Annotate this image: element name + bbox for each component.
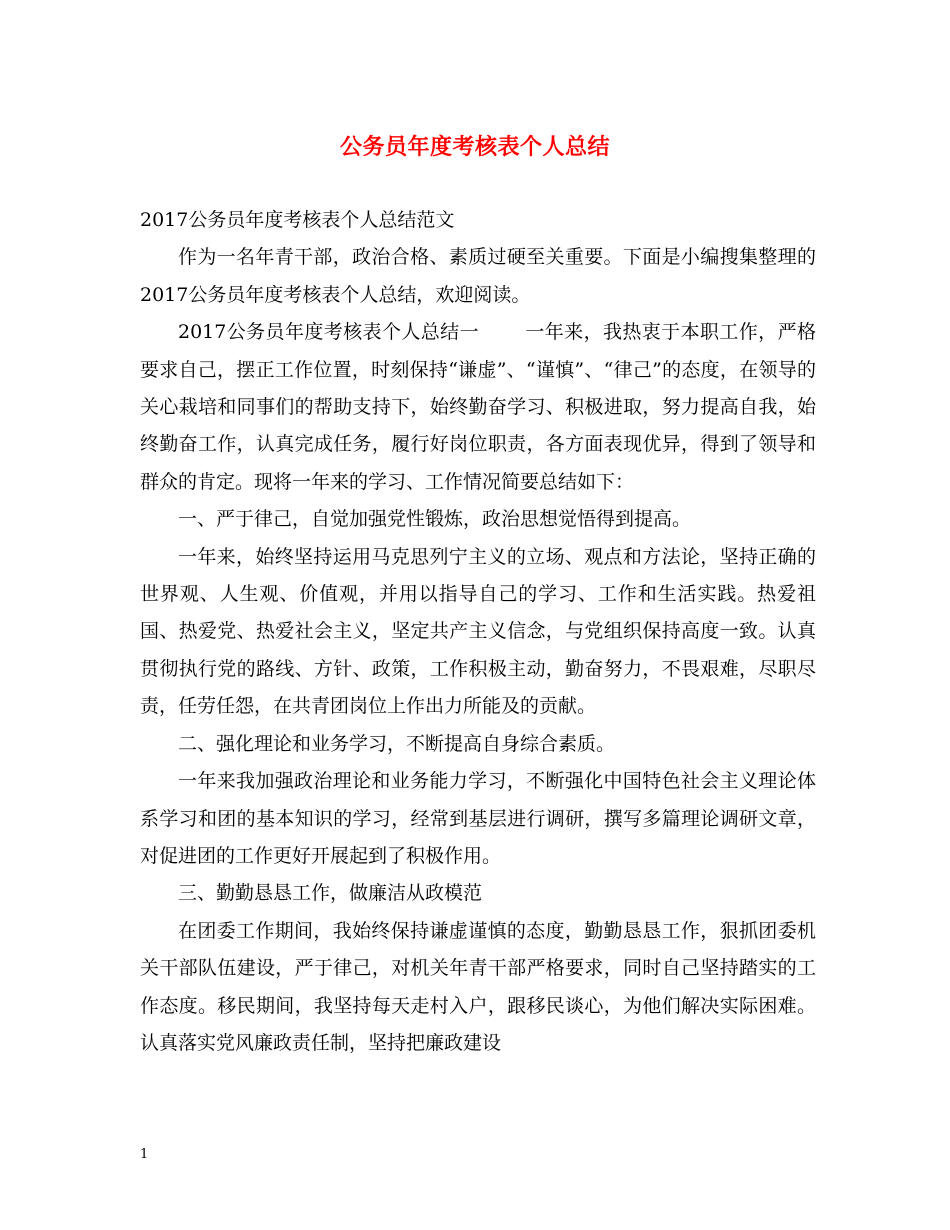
- point-three-body: 在团委工作期间，我始终保持谦虚谨慎的态度，勤勤恳恳工作，狠抓团委机关干部队伍建设，严于律己，对机关年青干部严格要求，同时自己坚持踏实的工作态度。移民期间，我坚持每天走村入户，跟移民谈心，为他们解决实际困难。认真落实党风廉政责任制，坚持把廉政建设: [140, 919, 816, 1054]
- point-three-heading: 三、勤勤恳恳工作，做廉洁从政模范: [178, 882, 483, 905]
- section-one-heading: 2017公务员年度考核表个人总结一: [178, 321, 479, 344]
- document-body: [140, 202, 816, 1062]
- intro-paragraph: 作为一名年青干部，政治合格、素质过硬至关重要。下面是小编搜集整理的2017公务员年度考核表个人总结，欢迎阅读。: [140, 246, 816, 306]
- document-subtitle: 2017公务员年度考核表个人总结范文: [140, 209, 455, 231]
- point-one-body: 一年来，始终坚持运用马克思列宁主义的立场、观点和方法论，坚持正确的世界观、人生观、价值观，并用以指导自己的学习、工作和生活实践。热爱祖国、热爱党、热爱社会主义，坚定共产主义信念，与党组织保持高度一致。认真贯彻执行党的路线、方针、政策，工作积极主动，勤奋努力，不畏艰难，尽职尽责，任劳任怨，在共青团岗位上作出力所能及的贡献。: [140, 545, 816, 718]
- point-two-body: 一年来我加强政治理论和业务能力学习，不断强化中国特色社会主义理论体系学习和团的基本知识的学习，经常到基层进行调研，撰写多篇理论调研文章，对促进团的工作更好开展起到了积极作用。: [140, 770, 816, 867]
- document-title: 公务员年度考核表个人总结: [339, 135, 610, 160]
- point-two-heading: 二、强化理论和业务学习，不断提高自身综合素质。: [178, 732, 616, 755]
- section-one-body: 一年来，我热衷于本职工作，严格要求自己，摆正工作位置，时刻保持“谦虚”、“谨慎”、“律己”的态度，在领导的关心栽培和同事们的帮助支持下，始终勤奋学习、积极进取，努力提高自我，始终勤奋工作，认真完成任务，履行好岗位职责，各方面表现优异，得到了领导和群众的肯定。现将一年来的学习、工作情况简要总结如下：: [140, 321, 816, 493]
- section-one-paragraph: [140, 314, 816, 501]
- page-number: 1: [140, 1147, 149, 1162]
- point-one-heading: 一、严于律己，自觉加强党性锻炼，政治思想觉悟得到提高。: [178, 508, 692, 531]
